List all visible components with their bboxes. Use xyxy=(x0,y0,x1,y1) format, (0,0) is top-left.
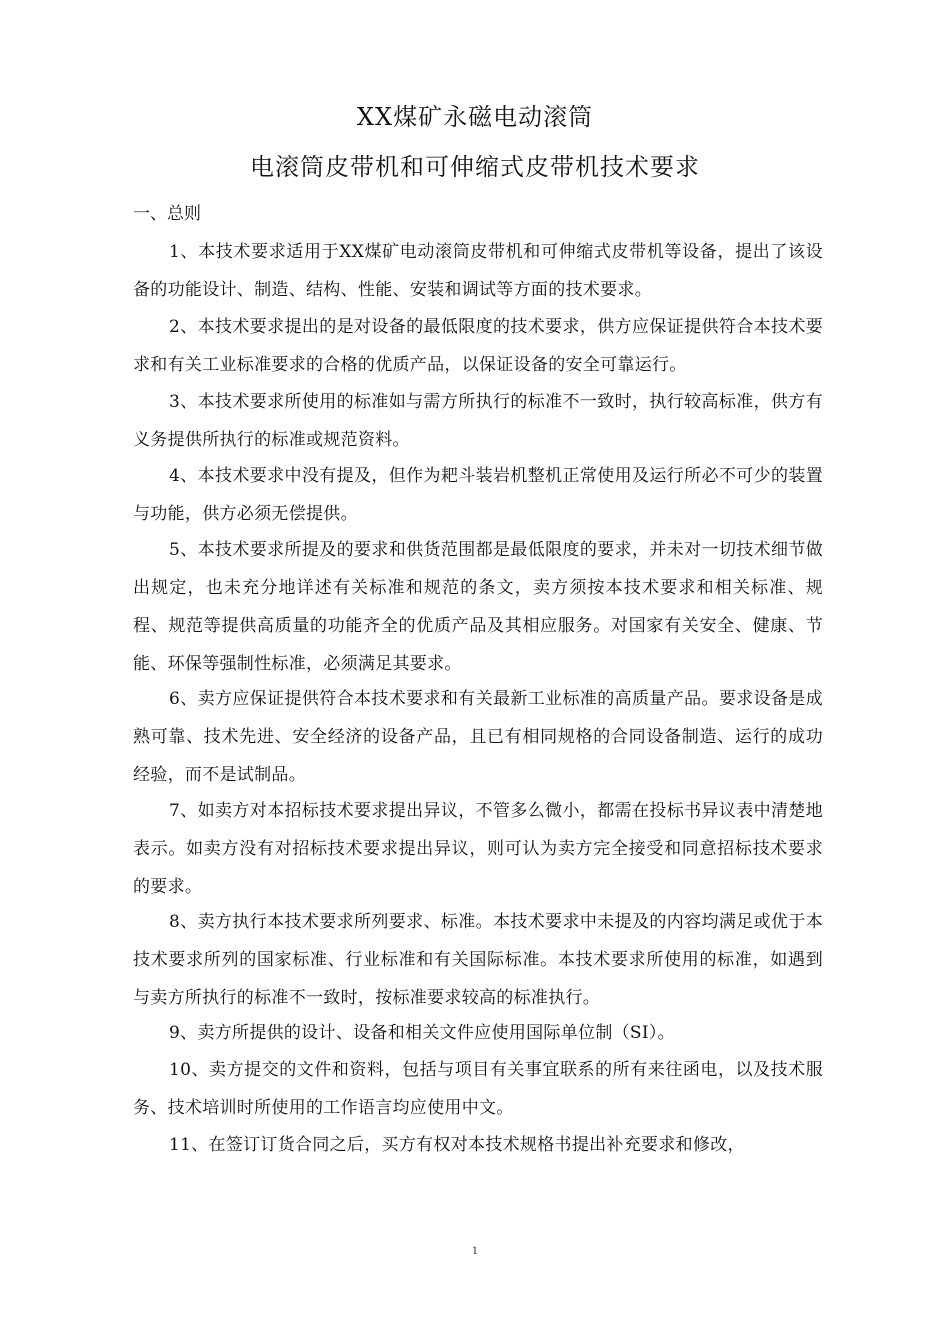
paragraph-11: 11、在签订订货合同之后，买方有权对本技术规格书提出补充要求和修改， xyxy=(169,1135,745,1155)
paragraph-6: 6、卖方应保证提供符合本技术要求和有关最新工业标准的高质量产品。要求设备是成熟可靠、技术先进、安全经济的设备产品，且已有相同规格的合同设备制造、运行的成功经验，而不是试制品。 xyxy=(133,689,823,785)
document-title-line2: 电滚筒皮带机和可伸缩式皮带机技术要求 xyxy=(250,153,700,181)
paragraph-10: 10、卖方提交的文件和资料，包括与项目有关事宜联系的所有来往函电，以及技术服务、技术培训时所使用的工作语言均应使用中文。 xyxy=(133,1060,823,1118)
paragraph-8: 8、卖方执行本技术要求所列要求、标准。本技术要求中未提及的内容均满足或优于本技术要求所列的国家标准、行业标准和有关国际标准。本技术要求所使用的标准，如遇到与卖方所执行的标准不一致时，按标准要求较高的标准执行。 xyxy=(133,912,823,1008)
page-number: 1 xyxy=(471,1246,479,1257)
paragraph-7: 7、如卖方对本招标技术要求提出异议，不管多么微小，都需在投标书异议表中清楚地表示。如卖方没有对招标技术要求提出异议，则可认为卖方完全接受和同意招标技术要求的要求。 xyxy=(133,801,823,897)
paragraph-2: 2、本技术要求提出的是对设备的最低限度的技术要求，供方应保证提供符合本技术要求和有关工业标准要求的合格的优质产品，以保证设备的安全可靠运行。 xyxy=(133,317,823,375)
section-heading: 一、总则 xyxy=(133,204,201,224)
paragraph-3: 3、本技术要求所使用的标准如与需方所执行的标准不一致时，执行较高标准，供方有义务提供所执行的标准或规范资料。 xyxy=(133,392,823,450)
document-title-line1: XX煤矿永磁电动滚筒 xyxy=(356,103,594,131)
paragraph-9: 9、卖方所提供的设计、设备和相关文件应使用国际单位制（SI）。 xyxy=(169,1023,675,1043)
paragraph-1: 1、本技术要求适用于XX煤矿电动滚筒皮带机和可伸缩式皮带机等设备，提出了该设备的功能设计、制造、结构、性能、安装和调试等方面的技术要求。 xyxy=(133,242,823,300)
paragraph-4: 4、本技术要求中没有提及，但作为耙斗装岩机整机正常使用及运行所必不可少的装置与功能，供方必须无偿提供。 xyxy=(133,466,823,524)
paragraph-5: 5、本技术要求所提及的要求和供货范围都是最低限度的要求，并未对一切技术细节做出规定，也未充分地详述有关标准和规范的条文，卖方须按本技术要求和相关标准、规程、规范等提供高质量的功能齐全的优质产品及其相应服务。对国家有关安全、健康、节能、环保等强制性标准，必须满足其要求。 xyxy=(133,540,823,674)
